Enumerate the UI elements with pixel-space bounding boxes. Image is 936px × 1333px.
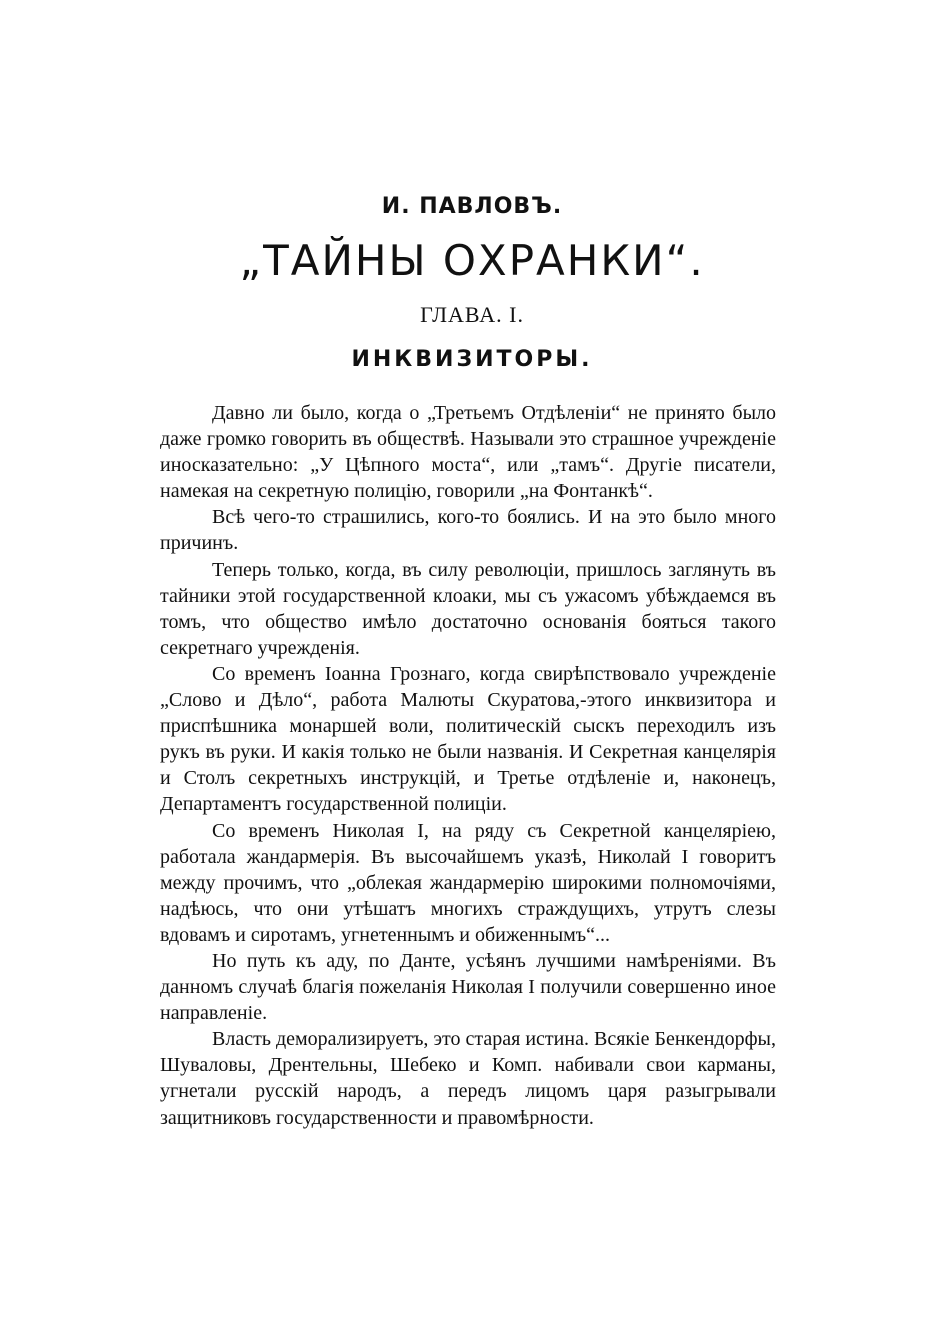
author-name: И. ПАВЛОВЪ. xyxy=(381,194,563,219)
chapter-number: ГЛАВА. I. xyxy=(420,302,524,327)
body-text xyxy=(160,400,776,1131)
paragraph: Давно ли было, когда о „Третьемъ Отдѣленіи“ не принято было даже громко говорить въ обществѣ. Называли это страшное учрежденіе иносказательно: „У Цѣпного моста“, или „тамъ“. Другіе писатели, намекая на секретную полицію, говорили „на Фонтанкѣ“. xyxy=(160,402,776,503)
paragraph: Теперь только, когда, въ силу революціи, пришлось заглянуть въ тайники этой государственной клоаки, мы съ ужасомъ убѣждаемся въ томъ, что общество имѣло достаточно основанія бояться такого секретнаго учрежденія. xyxy=(160,558,776,659)
paragraph: Всѣ чего-то страшились, кого-то боялись. И на это было много причинъ. xyxy=(160,506,776,555)
paragraph: Власть деморализируетъ, это старая истина. Всякіе Бенкендорфы, Шуваловы, Дрентельны, Шебеко и Комп. набивали свои карманы, угнетали русскій народъ, а передъ лицомъ царя разыгрывали защитниковъ государственности и правомѣрности. xyxy=(160,1028,776,1129)
paragraph: Но путь къ аду, по Данте, усѣянъ лучшими намѣреніями. Въ данномъ случаѣ благія пожеланія Николая I получили совершенно иное направленіе. xyxy=(160,949,776,1025)
paragraph: Со временъ Іоанна Грознаго, когда свирѣпствовало учрежденіе „Слово и Дѣло“, работа Малюты Скуратова,-этого инквизитора и приспѣшника монаршей воли, политическій сыскъ переходилъ изъ рукъ въ руки. И какія только не были названія. И Секретная канцелярія и Столъ секретныхъ инструкцій, и Третье отдѣленіе и, наконецъ, Департаментъ государственной полиціи. xyxy=(160,662,776,816)
paragraph: Со временъ Николая I, на ряду съ Секретной канцеляріею, работала жандармерія. Въ высочайшемъ указѣ, Николай I говоритъ между прочимъ, что „облекая жандармерію широкими полномочіями, надѣюсь, что они утѣшатъ многихъ страждущихъ, утрутъ слезы вдовамъ и сиротамъ, угнетеннымъ и обиженнымъ“... xyxy=(160,819,776,946)
chapter-title: ИНКВИЗИТОРЫ. xyxy=(351,347,593,372)
book-title: „ТАЙНЫ ОХРАНКИ“. xyxy=(239,236,705,285)
